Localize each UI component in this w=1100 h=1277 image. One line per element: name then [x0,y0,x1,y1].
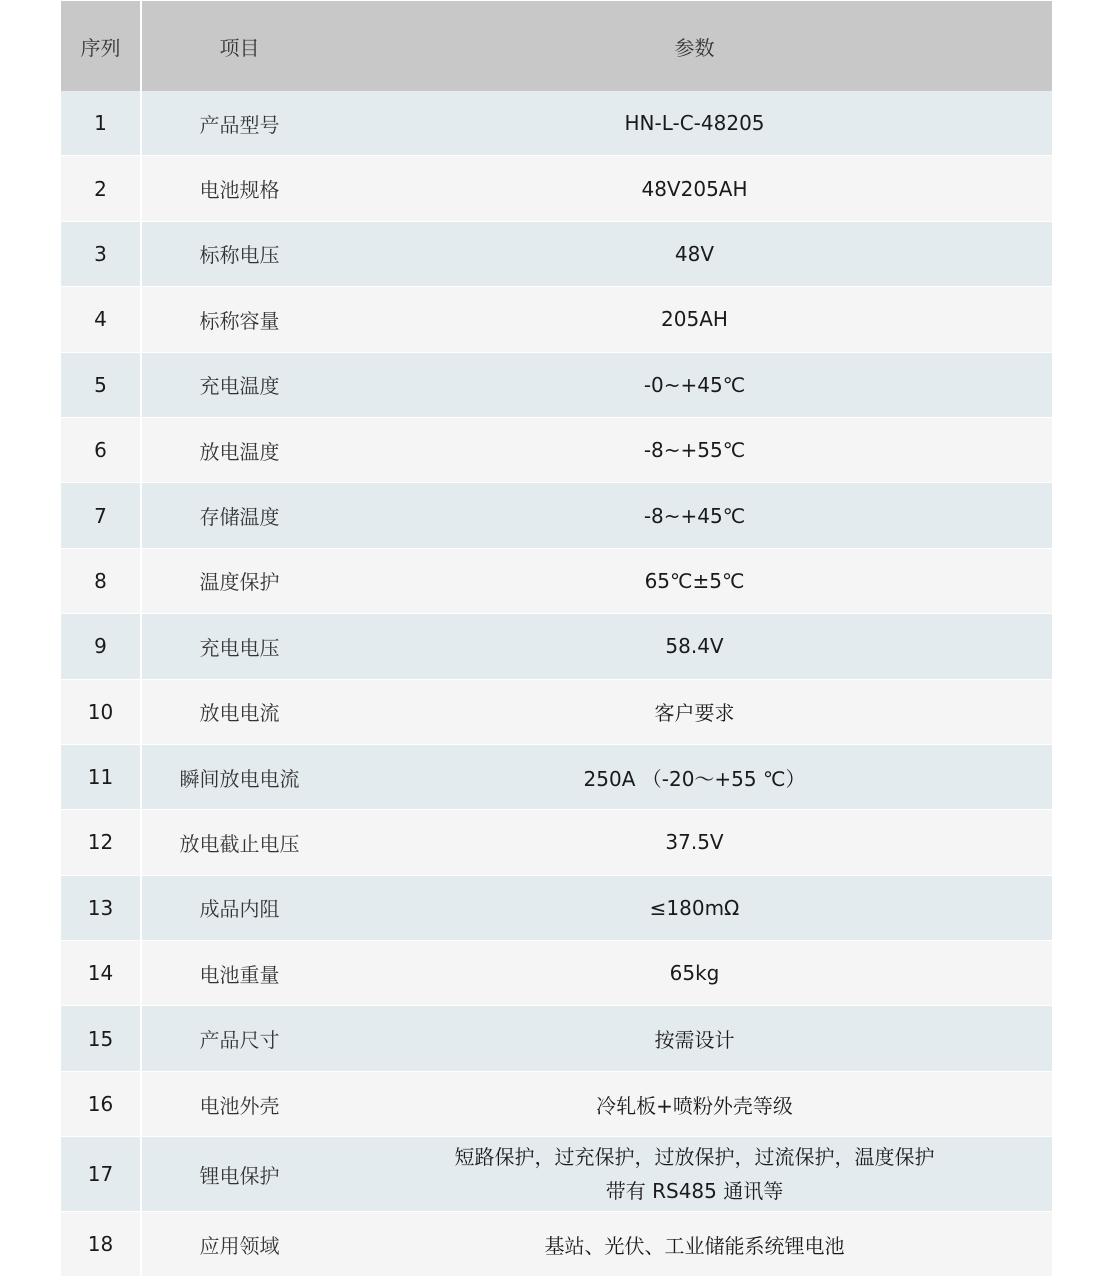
row-item: 瞬间放电电流 [141,744,337,809]
row-param: 按需设计 [337,1006,1052,1071]
row-item: 存储温度 [141,483,337,548]
row-item: 产品尺寸 [141,1006,337,1071]
row-item: 产品型号 [141,91,337,156]
table-row [61,352,1052,417]
table-row [61,875,1052,940]
table-row [61,287,1052,352]
row-item: 应用领域 [141,1212,337,1277]
table-row [61,810,1052,875]
row-param: 65kg [337,941,1052,1006]
table-row [61,156,1052,221]
row-param [337,1137,1052,1212]
table-row [61,1212,1052,1277]
row-index: 3 [61,221,141,286]
row-item: 放电温度 [141,417,337,482]
row-index: 10 [61,679,141,744]
table-row [61,483,1052,548]
row-item: 标称电压 [141,221,337,286]
row-param: 48V [337,221,1052,286]
row-index: 4 [61,287,141,352]
row-item: 温度保护 [141,548,337,613]
row-param: ≤180mΩ [337,875,1052,940]
row-index: 7 [61,483,141,548]
row-param: 基站、光伏、工业储能系统锂电池 [337,1212,1052,1277]
row-item: 充电电压 [141,614,337,679]
table-header-row [61,1,1052,91]
table-row [61,1137,1052,1212]
row-index: 8 [61,548,141,613]
row-item: 电池规格 [141,156,337,221]
row-param: -8~+55℃ [337,417,1052,482]
row-param: 250A （-20～+55 ℃） [337,744,1052,809]
table-row [61,744,1052,809]
row-index: 15 [61,1006,141,1071]
row-item: 电池外壳 [141,1071,337,1136]
row-param: 客户要求 [337,679,1052,744]
table-row [61,417,1052,482]
header-item: 项目 [141,1,337,91]
table-row [61,614,1052,679]
table-row [61,679,1052,744]
row-item: 充电温度 [141,352,337,417]
row-param-line: 带有 RS485 通讯等 [605,1179,784,1204]
row-item: 放电截止电压 [141,810,337,875]
row-item: 电池重量 [141,941,337,1006]
table-row [61,548,1052,613]
table-row [61,1071,1052,1136]
row-param-line: 短路保护，过充保护，过放保护，过流保护，温度保护 [454,1145,935,1170]
row-param: -8~+45℃ [337,483,1052,548]
spec-table [61,1,1052,1277]
row-item: 放电电流 [141,679,337,744]
row-index: 6 [61,417,141,482]
header-param: 参数 [337,1,1052,91]
row-index: 17 [61,1137,141,1212]
row-param: HN-L-C-48205 [337,91,1052,156]
row-index: 9 [61,614,141,679]
row-param: 65℃±5℃ [337,548,1052,613]
row-index: 1 [61,91,141,156]
row-item: 标称容量 [141,287,337,352]
row-param: 48V205AH [337,156,1052,221]
header-index: 序列 [61,1,141,91]
table-row [61,91,1052,156]
row-item: 锂电保护 [141,1137,337,1212]
table-row [61,221,1052,286]
row-param: -0~+45℃ [337,352,1052,417]
row-param: 冷轧板+喷粉外壳等级 [337,1071,1052,1136]
table-row [61,1006,1052,1071]
table-row [61,941,1052,1006]
row-index: 2 [61,156,141,221]
row-index: 12 [61,810,141,875]
row-param: 205AH [337,287,1052,352]
row-item: 成品内阻 [141,875,337,940]
row-index: 13 [61,875,141,940]
row-param: 58.4V [337,614,1052,679]
row-index: 14 [61,941,141,1006]
row-index: 11 [61,744,141,809]
row-index: 16 [61,1071,141,1136]
row-index: 18 [61,1212,141,1277]
row-index: 5 [61,352,141,417]
row-param: 37.5V [337,810,1052,875]
